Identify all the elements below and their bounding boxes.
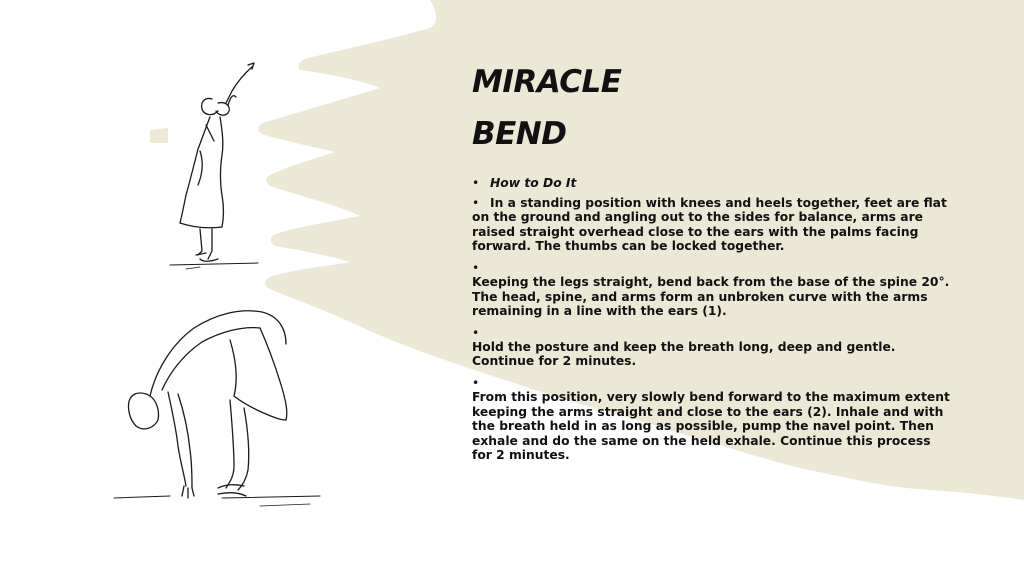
bullet-icon: • (472, 195, 480, 210)
step-text: Keeping the legs straight, bend back from the base of the spine 20°. The head, spine, and arms form an unbroken curve with the arms remaining in a line with the ears (1). (472, 274, 950, 319)
slide-title-line-1: MIRACLE (472, 64, 622, 100)
list-item-step-2 (472, 261, 952, 319)
slide-title (472, 56, 621, 160)
step-text: Hold the posture and keep the breath long, deep and gentle. Continue for 2 minutes. (472, 339, 896, 369)
standing-backbend-figure-icon (140, 55, 280, 280)
bullet-icon: • (472, 260, 480, 275)
bullet-icon: • (472, 375, 480, 390)
bullet-icon: • (472, 176, 480, 190)
list-item-step-3 (472, 326, 952, 369)
list-item-step-1 (472, 196, 952, 254)
forward-bend-figure-icon (110, 300, 330, 515)
section-heading (472, 176, 952, 191)
instructions-list (472, 176, 952, 470)
section-heading-text: How to Do It (490, 176, 577, 190)
step-text: From this position, very slowly bend forward to the maximum extent keeping the arms straight and close to the ears (2). Inhale and with the breath held in as long as possible, pump the navel point. Then exhale and do the same on the held exhale. Continue this process for 2 minutes. (472, 389, 950, 463)
step-text: In a standing position with knees and heels together, feet are flat on the ground and angling out to the sides for balance, arms are raised straight overhead close to the ears with the palms facing forward. The thumbs can be locked together. (472, 195, 947, 254)
bullet-icon: • (472, 325, 480, 340)
slide-title-line-2: BEND (472, 116, 567, 152)
list-item-step-4 (472, 376, 952, 463)
